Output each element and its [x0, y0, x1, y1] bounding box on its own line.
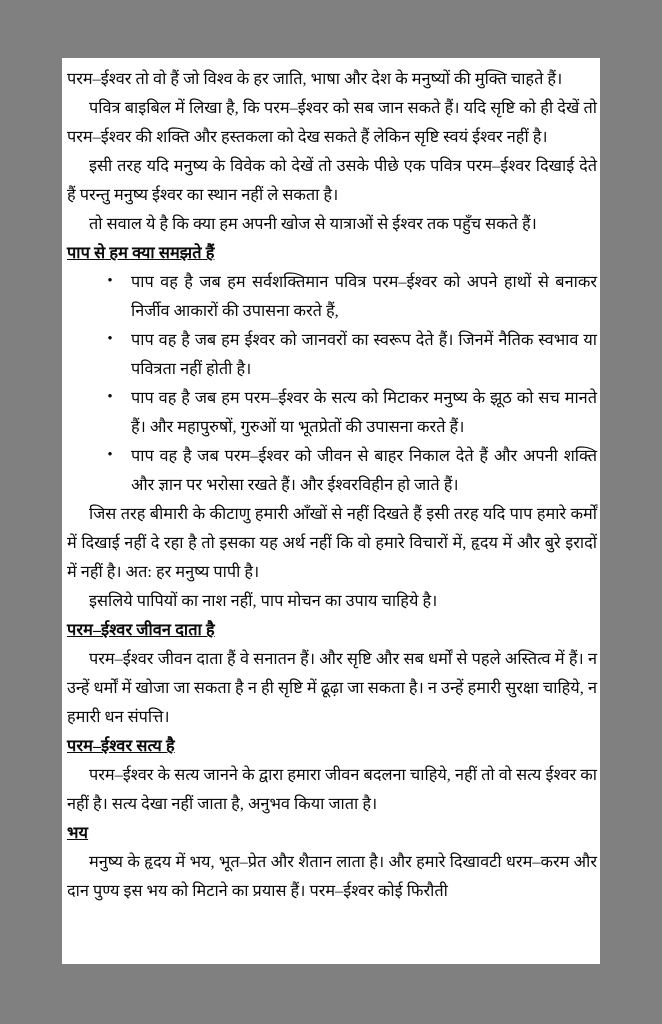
list-item-text: पाप वह है जब हम ईश्वर को जानवरों का स्वरूप देते हैं। जिनमें नैतिक स्वभाव या पवित्रता नहीं होती है। [131, 330, 597, 378]
list-item-text: पाप वह है जब हम परम–ईश्वर के सत्य को मिटाकर मनुष्य के झूठ को सच मानते हैं। और महापुरुषों, गुरुओं या भूतप्रेतों की उपासना करते हैं। [131, 388, 597, 436]
paragraph: परम–ईश्वर के सत्य जानने के द्वारा हमारा जीवन बदलना चाहिये, नहीं तो वो सत्य ईश्वर का नहीं है। सत्य देखा नहीं जाता है, अनुभव किया जाता है। [67, 765, 597, 813]
list-item [67, 325, 597, 383]
bullet-point-icon: • [107, 389, 113, 405]
paragraph: परम–ईश्वर जीवन दाता हैं वे सनातन हैं। और सृष्टि और सब धर्मों से पहले अस्तित्व में हैं। न उन्हें धर्मों में खोजा जा सकता है न ही सृष्टि में ढूढ़ा जा सकता है। न उन्हें हमारी सुरक्षा चाहिये, न हमारी धन संपत्ति। [67, 649, 597, 726]
paragraph: परम–ईश्वर तो वो हैं जो विश्व के हर जाति, भाषा और देश के मनुष्यों की मुक्ति चाहते हैं। [67, 69, 563, 88]
bullet-point-icon: • [107, 273, 113, 289]
document-body [67, 64, 597, 905]
bullet-point-icon: • [107, 331, 113, 347]
section-heading-text: परम–ईश्वर जीवन दाता है [67, 620, 215, 639]
bullet-list [67, 267, 597, 499]
section-heading [67, 731, 597, 760]
section-heading-text: पाप से हम क्या समझते हैं [67, 243, 215, 262]
document-page [62, 58, 600, 964]
paragraph: इसी तरह यदि मनुष्य के विवेक को देखें तो उसके पीछे एक पवित्र परम–ईश्वर दिखाई देते हैं परन्तु मनुष्य ईश्वर का स्थान नहीं ले सकता है। [67, 156, 597, 204]
list-item [67, 441, 597, 499]
section-heading [67, 818, 597, 847]
section-heading-text: भय [67, 823, 89, 842]
paragraph: पवित्र बाइबिल में लिखा है, कि परम–ईश्वर को सब जान सकते हैं। यदि सृष्टि को ही देखें तो परम–ईश्वर की शक्ति और हस्तकला को देख सकते हैं लेकिन सृष्टि स्वयं ईश्वर नहीं है। [67, 98, 597, 146]
section-heading [67, 615, 597, 644]
paragraph: जिस तरह बीमारी के कीटाणु हमारी आँखों से नहीं दिखते हैं इसी तरह यदि पाप हमारे कर्मों में दिखाई नहीं दे रहा है तो इसका यह अर्थ नहीं कि वो हमारे विचारों में, हृदय में और बुरे इरादों में नहीं है। अत: हर मनुष्य पापी है। [67, 504, 597, 581]
paragraph: मनुष्य के हृदय में भय, भूत–प्रेत और शैतान लाता है। और हमारे दिखावटी धरम–करम और दान पुण्य इस भय को मिटाने का प्रयास हैं। परम–ईश्वर कोई फिरौती [67, 852, 597, 900]
bullet-point-icon: • [107, 447, 113, 463]
paragraph: इसलिये पापियों का नाश नहीं, पाप मोचन का उपाय चाहिये है। [89, 591, 438, 610]
section-heading [67, 238, 597, 267]
section-heading-text: परम–ईश्वर सत्य है [67, 736, 175, 755]
list-item-text: पाप वह है जब हम सर्वशक्तिमान पवित्र परम–ईश्वर को अपने हाथों से बनाकर निर्जीव आकारों की उपासना करते हैं, [131, 272, 597, 320]
paragraph: तो सवाल ये है कि क्या हम अपनी खोज से यात्राओं से ईश्वर तक पहुँच सकते हैं। [89, 214, 537, 233]
list-item [67, 383, 597, 441]
list-item-text: पाप वह है जब परम–ईश्वर को जीवन से बाहर निकाल देते हैं और अपनी शक्ति और ज्ञान पर भरोसा रखते हैं। और ईश्वरविहीन हो जाते हैं। [131, 446, 597, 494]
list-item [67, 267, 597, 325]
